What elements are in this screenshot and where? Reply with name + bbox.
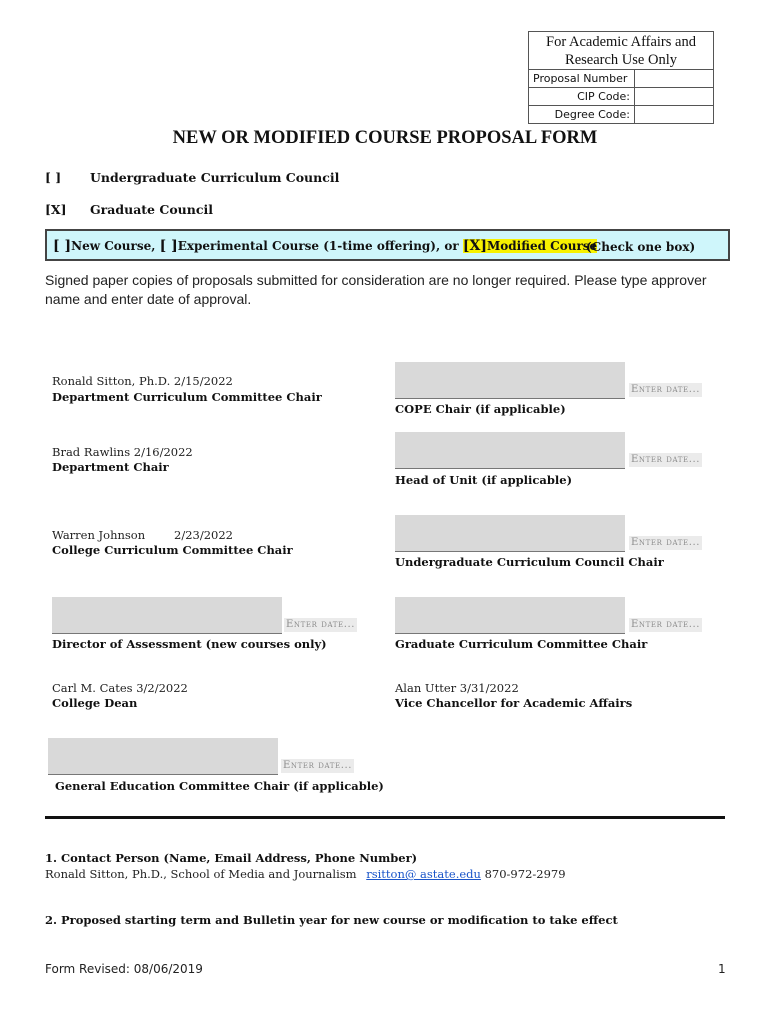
dept-chair-role: Department Chair [52, 460, 169, 474]
gen-ed-chair-signature-field[interactable] [48, 738, 278, 775]
vc-academic-affairs-name[interactable]: Alan Utter 3/31/2022 [395, 681, 519, 695]
cip-code-label: CIP Code: [529, 88, 635, 105]
proposal-number-field[interactable] [635, 70, 713, 87]
office-row-cip-code [529, 88, 713, 106]
graduate-council-label: Graduate Council [90, 202, 213, 217]
degree-code-label: Degree Code: [529, 106, 635, 123]
checkbox-experimental-course[interactable]: [ ] [159, 238, 178, 254]
contact-name-text: Ronald Sitton, Ph.D., School of Media and Journalism [45, 867, 357, 881]
proposal-number-label: Proposal Number [529, 70, 635, 87]
director-assessment-role: Director of Assessment (new courses only) [52, 637, 327, 651]
modified-course-label: Modified Course [487, 239, 598, 253]
head-of-unit-signature-field[interactable] [395, 432, 625, 469]
new-course-label: New Course, [71, 239, 156, 253]
contact-person-line [45, 867, 566, 881]
page-number: 1 [718, 962, 726, 976]
cope-chair-date-field[interactable]: Enter date... [631, 384, 701, 395]
office-row-degree-code [529, 106, 713, 123]
ucc-chair-signature-field[interactable] [395, 515, 625, 552]
office-use-heading: For Academic Affairs and Research Use Only [529, 32, 713, 70]
checkbox-graduate-council[interactable]: [X] [45, 202, 67, 217]
gen-ed-chair-role: General Education Committee Chair (if applicable) [55, 779, 384, 793]
college-curriculum-chair-date[interactable]: 2/23/2022 [174, 528, 233, 542]
ucc-chair-role: Undergraduate Curriculum Council Chair [395, 555, 664, 569]
form-title: NEW OR MODIFIED COURSE PROPOSAL FORM [172, 128, 598, 148]
undergraduate-council-label: Undergraduate Curriculum Council [90, 170, 340, 185]
form-revised-footer: Form Revised: 08/06/2019 [45, 962, 203, 976]
grad-curriculum-chair-date-field[interactable]: Enter date... [631, 619, 701, 630]
grad-curriculum-chair-signature-field[interactable] [395, 597, 625, 634]
head-of-unit-role: Head of Unit (if applicable) [395, 473, 573, 487]
director-assessment-date-field[interactable]: Enter date... [286, 619, 356, 630]
cip-code-field[interactable] [635, 88, 713, 105]
gen-ed-chair-date-field[interactable]: Enter date... [283, 760, 353, 771]
office-row-proposal-number [529, 70, 713, 88]
contact-email-link[interactable]: rsitton@ astate.edu [366, 867, 481, 881]
section-2-heading: 2. Proposed starting term and Bulletin year for new course or modification to take effect [45, 913, 618, 927]
grad-curriculum-chair-role: Graduate Curriculum Committee Chair [395, 637, 648, 651]
college-curriculum-chair-role: College Curriculum Committee Chair [52, 543, 293, 557]
checkbox-new-course[interactable]: [ ] [53, 238, 72, 254]
section-divider [45, 816, 725, 819]
ucc-chair-date-field[interactable]: Enter date... [631, 537, 701, 548]
college-dean-name[interactable]: Carl M. Cates 3/2/2022 [52, 681, 188, 695]
experimental-course-label: Experimental Course (1-time offering), [177, 239, 441, 253]
cope-chair-signature-field[interactable] [395, 362, 625, 399]
head-of-unit-date-field[interactable]: Enter date... [631, 454, 701, 465]
dept-curriculum-chair-role: Department Curriculum Committee Chair [52, 390, 322, 404]
dept-chair-name[interactable]: Brad Rawlins 2/16/2022 [52, 445, 193, 459]
college-curriculum-chair-name[interactable]: Warren Johnson [52, 528, 146, 542]
office-use-box [528, 31, 714, 124]
vc-academic-affairs-role: Vice Chancellor for Academic Affairs [395, 696, 633, 710]
check-one-instruction: (Check one box) [586, 240, 696, 254]
checkbox-modified-course[interactable]: [X] [462, 238, 487, 254]
section-1-heading: 1. Contact Person (Name, Email Address, Phone Number) [45, 851, 418, 865]
contact-phone: 870-972-2979 [484, 867, 566, 881]
college-dean-role: College Dean [52, 696, 138, 710]
approval-notice: Signed paper copies of proposals submitted for consideration are no longer required. Please type approver name and enter date of approval. [45, 272, 707, 307]
cope-chair-role: COPE Chair (if applicable) [395, 402, 566, 416]
checkbox-undergraduate-council[interactable]: [ ] [45, 170, 62, 185]
director-assessment-signature-field[interactable] [52, 597, 282, 634]
dept-curriculum-chair-name[interactable]: Ronald Sitton, Ph.D. 2/15/2022 [52, 374, 233, 388]
degree-code-field[interactable] [635, 106, 713, 123]
or-text: or [444, 239, 459, 253]
